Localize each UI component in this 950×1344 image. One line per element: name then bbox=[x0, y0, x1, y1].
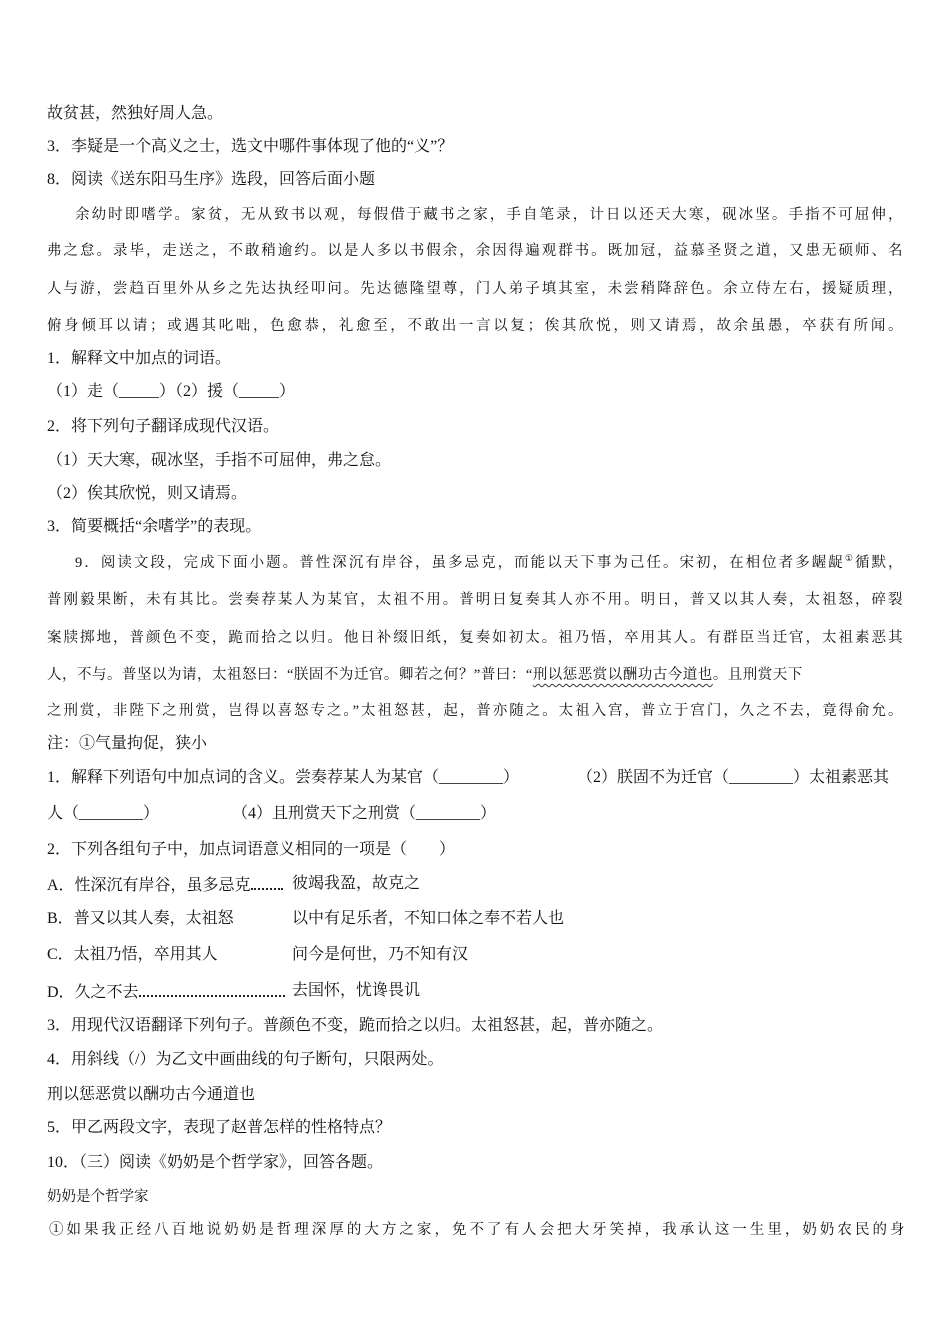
question-9-1-part: 1．解释下列语句中加点词的含义。尝奏荐某人为某官（________） bbox=[47, 769, 520, 786]
footnote: 注：①气量拘促，狭小 bbox=[47, 735, 208, 752]
option-d bbox=[47, 981, 903, 1003]
question-9-4-text: 刑以惩恶赏以酬功古今通道也 bbox=[47, 1086, 256, 1103]
passage-9-text: 。且刑赏天下 bbox=[712, 667, 803, 683]
option-left: D．久之不去 bbox=[47, 984, 139, 1001]
option-right: 彼竭我盈，故克之 bbox=[292, 875, 421, 892]
passage-8-line: 俯身倾耳以请；或遇其叱咄，色愈恭，礼愈至，不敢出一言以复；俟其欣悦，则又请焉，故余虽愚，卒获有所闻。 bbox=[47, 318, 903, 334]
article-title: 奶奶是个哲学家 bbox=[47, 1189, 149, 1205]
question-9-5: 5．甲乙两段文字，表现了赵普怎样的性格特点？ bbox=[47, 1119, 392, 1136]
passage-9-text: 人，不与。普坚以为请，太祖怒曰：“朕固不为迁官。卿若之何？”普曰：“ bbox=[47, 667, 533, 683]
article-paragraph: ①如果我正经八百地说奶奶是哲理深厚的大方之家，免不了有人会把大牙笑掉，我承认这一生里，奶奶农民的身 bbox=[49, 1222, 905, 1238]
question-10-heading: 10．（三）阅读《奶奶是个哲学家》，回答各题。 bbox=[47, 1154, 384, 1171]
question-9-1-part: （4）且刑赏天下之刑赏（________） bbox=[232, 805, 497, 822]
option-left: C．太祖乃悟，卒用其人 bbox=[47, 946, 218, 963]
option-b bbox=[47, 909, 903, 929]
option-right: 问今是何世，乃不知有汉 bbox=[292, 946, 469, 963]
question-8-2-1: （1）天大寒，砚冰坚，手指不可屈伸，弗之怠。 bbox=[47, 452, 392, 469]
passage-9-line bbox=[75, 553, 903, 573]
option-right: 以中有足乐者，不知口体之奉不若人也 bbox=[292, 910, 565, 927]
option-left: A．性深沉有岸谷，虽多忌克 bbox=[47, 877, 251, 894]
question-8-heading: 8．阅读《送东阳马生序》选段，回答后面小题 bbox=[47, 171, 376, 188]
passage-8-line: 余幼时即嗜学。家贫，无从致书以观，每假借于藏书之家，手自笔录，计日以还天大寒，砚冰坚。手指不可屈伸， bbox=[75, 207, 903, 223]
text-line: 故贫甚，然独好周人急。 bbox=[47, 105, 224, 122]
option-c bbox=[47, 945, 903, 965]
question-9-2: 2．下列各组句子中，加点词语意义相同的一项是（ ） bbox=[47, 841, 456, 858]
passage-9-line: 之刑赏，非陛下之刑赏，岂得以喜怒专之。”太祖怒甚，起，普亦随之。太祖入宫，普立于宫门，久之不去，竟得俞允。 bbox=[47, 703, 903, 719]
question-8-1-blanks: （1）走（_____）（2）援（_____） bbox=[47, 383, 296, 400]
passage-9-line bbox=[47, 665, 803, 685]
passage-8-line: 人与游，尝趋百里外从乡之先达执经叩问。先达德隆望尊，门人弟子填其室，未尝稍降辞色。余立侍左右，援疑质理， bbox=[47, 281, 903, 297]
question-9-1-cont bbox=[47, 804, 497, 824]
wavy-underlined-sentence: 刑以惩恶赏以酬功古今道也 bbox=[532, 667, 713, 683]
question-9-1-part: 人（________） bbox=[47, 805, 160, 822]
passage-8-line: 弗之怠。录毕，走送之，不敢稍逾约。以是人多以书假余，余因得遍观群书。既加冠，益慕圣贤之道，又患无硕师、名 bbox=[47, 243, 903, 259]
passage-9-text: 循默， bbox=[854, 555, 904, 571]
question-9-3: 3．用现代汉语翻译下列句子。普颜色不变，跪而拾之以归。太祖怒甚，起，普亦随之。 bbox=[47, 1017, 664, 1034]
option-a bbox=[47, 874, 903, 896]
emphasis-dots bbox=[139, 981, 285, 997]
question-9-1-part: （2）朕固不为迁官（________）太祖素恶其 bbox=[577, 769, 890, 786]
question-8-1: 1．解释文中加点的词语。 bbox=[47, 350, 232, 367]
option-right: 去国怀，忧谗畏讥 bbox=[292, 982, 421, 999]
question-9-1 bbox=[47, 768, 890, 788]
question-8-2: 2．将下列句子翻译成现代汉语。 bbox=[47, 418, 280, 435]
question-9-4: 4．用斜线（/）为乙文中画曲线的句子断句，只限两处。 bbox=[47, 1051, 444, 1068]
passage-9-line: 案牍掷地，普颜色不变，跪而拾之以归。他日补缀旧纸，复奏如初太。祖乃悟，卒用其人。有群臣当迁官，太祖素恶其 bbox=[47, 630, 903, 646]
option-left: B．普又以其人奏，太祖怒 bbox=[47, 910, 234, 927]
passage-9-text: 9．阅读文段，完成下面小题。普性深沉有岸谷，虽多忌克，而能以天下事为己任。宋初，在相位者多龌龊 bbox=[75, 555, 845, 571]
emphasis-dots bbox=[251, 874, 283, 890]
question-8-2-2: （2）俟其欣悦，则又请焉。 bbox=[47, 485, 248, 502]
question-3-li-yi: 3．李疑是一个高义之士，选文中哪件事体现了他的“义”？ bbox=[47, 138, 454, 155]
passage-9-line: 普刚毅果断，未有其比。尝奏荐某人为某官，太祖不用。普明日复奏其人亦不用。明日，普又以其人奏，太祖怒，碎裂 bbox=[47, 592, 903, 608]
question-8-3: 3．简要概括“余嗜学”的表现。 bbox=[47, 518, 262, 535]
footnote-marker: ① bbox=[844, 553, 855, 563]
